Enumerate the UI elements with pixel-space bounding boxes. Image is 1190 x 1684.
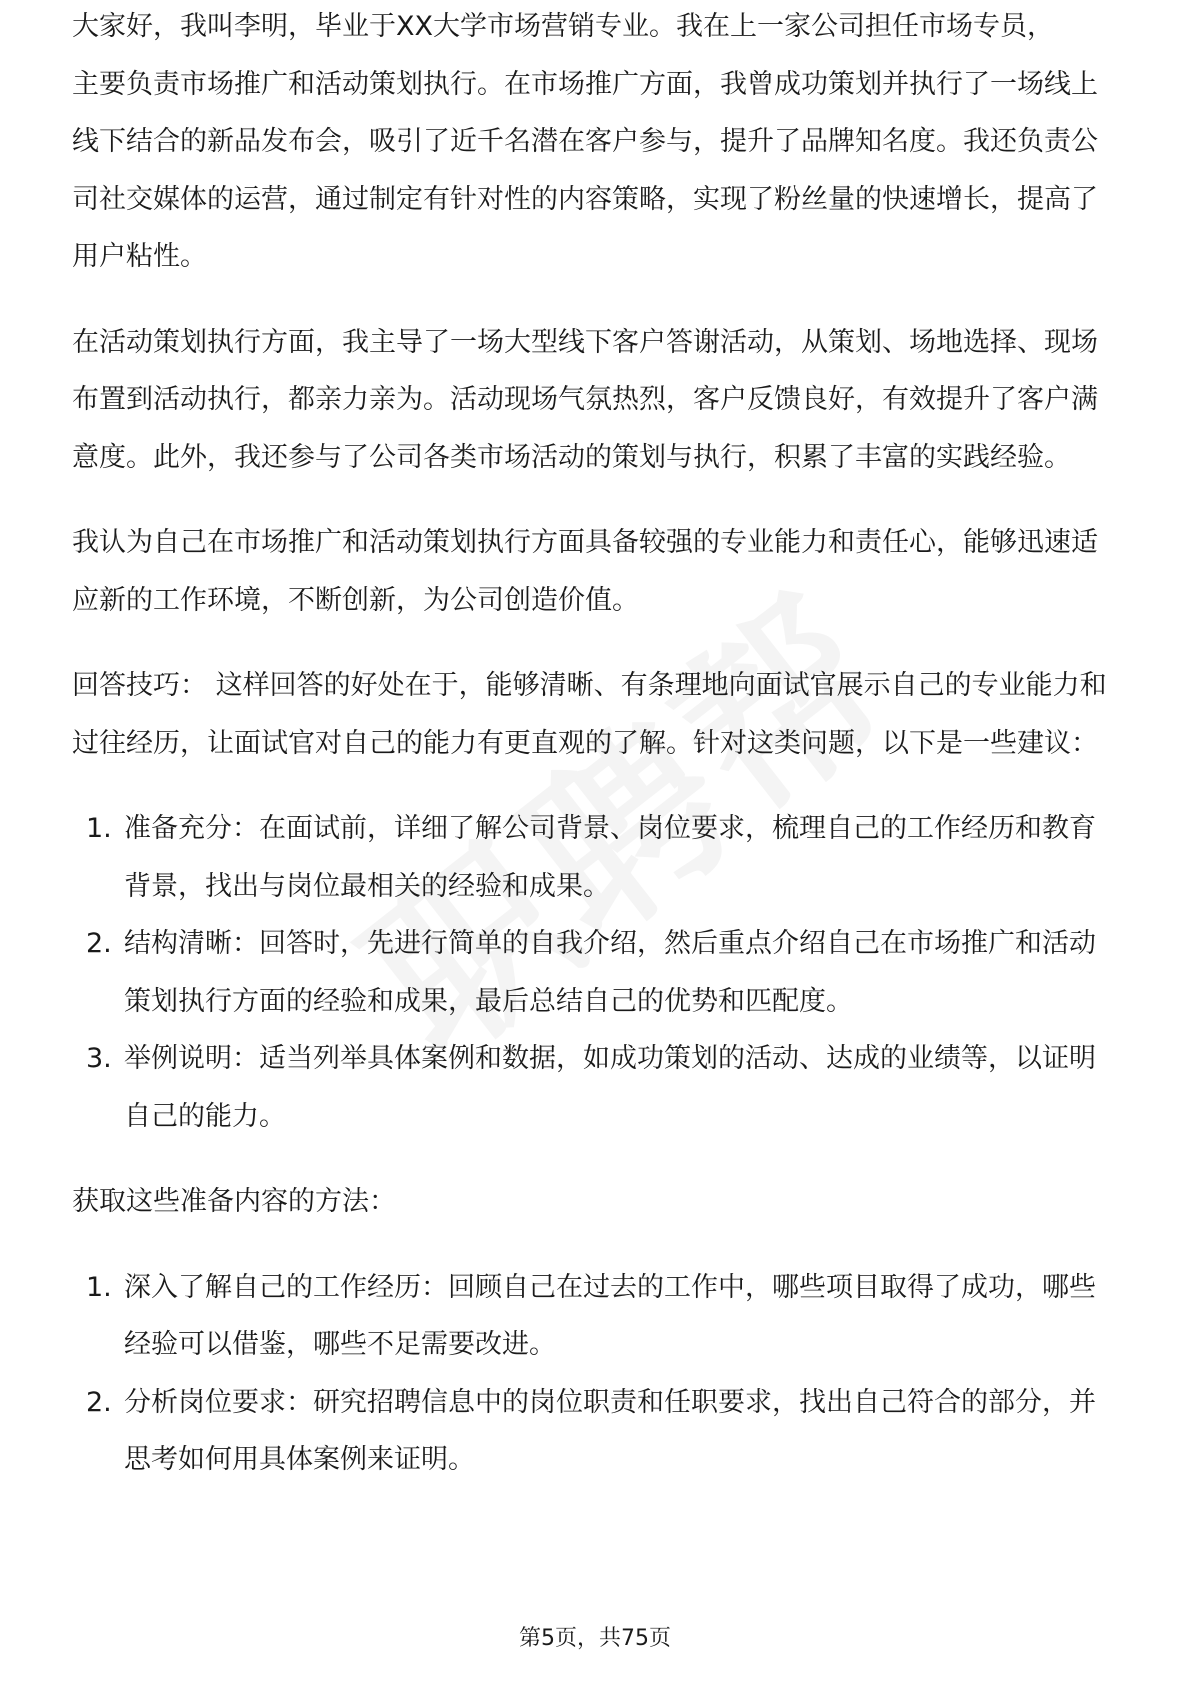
paragraph-marketing-experience: 主要负责市场推广和活动策划执行。在市场推广方面，我曾成功策划并执行了一场线上线下结合的新品发布会，吸引了近千名潜在客户参与，提升了品牌知名度。我还负责公司社交媒体的运营，通过制定有针对性的内容策略，实现了粉丝量的快速增长，提高了用户粘性。: [72, 68, 1098, 272]
paragraph-event-experience: 在活动策划执行方面，我主导了一场大型线下客户答谢活动，从策划、场地选择、现场布置到活动执行，都亲力亲为。活动现场气氛热烈，客户反馈良好，有效提升了客户满意度。此外，我还参与了公司各类市场活动的策划与执行，积累了丰富的实践经验。: [72, 326, 1098, 473]
list-text: 结构清晰：回答时，先进行简单的自我介绍，然后重点介绍自己在市场推广和活动策划执行方面的经验和成果，最后总结自己的优势和匹配度。: [124, 928, 1096, 1017]
paragraph-intro-cut: 大家好，我叫李明，毕业于XX大学市场营销专业。我在上一家公司担任市场专员，: [72, 11, 1054, 42]
document-body: [72, 11, 1122, 1517]
list-number: 3.: [86, 1043, 112, 1074]
list-item: [72, 1030, 1122, 1145]
list-number: 1.: [86, 813, 112, 844]
list-item: [72, 1259, 1122, 1374]
tips-list: [72, 800, 1122, 1145]
list-item: [72, 1374, 1122, 1489]
paragraph-answer-tips: 回答技巧： 这样回答的好处在于，能够清晰、有条理地向面试官展示自己的专业能力和过往经历，让面试官对自己的能力有更直观的了解。针对这类问题，以下是一些建议：: [72, 670, 1107, 759]
list-text: 举例说明：适当列举具体案例和数据，如成功策划的活动、达成的业绩等，以证明自己的能力。: [124, 1043, 1096, 1132]
list-text: 准备充分：在面试前，详细了解公司背景、岗位要求，梳理自己的工作经历和教育背景，找出与岗位最相关的经验和成果。: [124, 813, 1096, 902]
list-number: 2.: [86, 1386, 112, 1418]
list-number: 2.: [86, 928, 112, 959]
list-text: 分析岗位要求：研究招聘信息中的岗位职责和任职要求，找出自己符合的部分，并思考如何用具体案例来证明。: [124, 1386, 1096, 1475]
methods-list: [72, 1259, 1122, 1489]
paragraph-self-assessment: 我认为自己在市场推广和活动策划执行方面具备较强的专业能力和责任心，能够迅速适应新的工作环境，不断创新，为公司创造价值。: [72, 527, 1098, 616]
methods-heading: 获取这些准备内容的方法：: [72, 1186, 396, 1217]
page-number-footer: 第5页，共75页: [519, 1626, 671, 1651]
list-text: 深入了解自己的工作经历：回顾自己在过去的工作中，哪些项目取得了成功，哪些经验可以借鉴，哪些不足需要改进。: [124, 1271, 1096, 1360]
list-item: [72, 800, 1122, 915]
list-item: [72, 915, 1122, 1030]
list-number: 1.: [86, 1271, 112, 1303]
